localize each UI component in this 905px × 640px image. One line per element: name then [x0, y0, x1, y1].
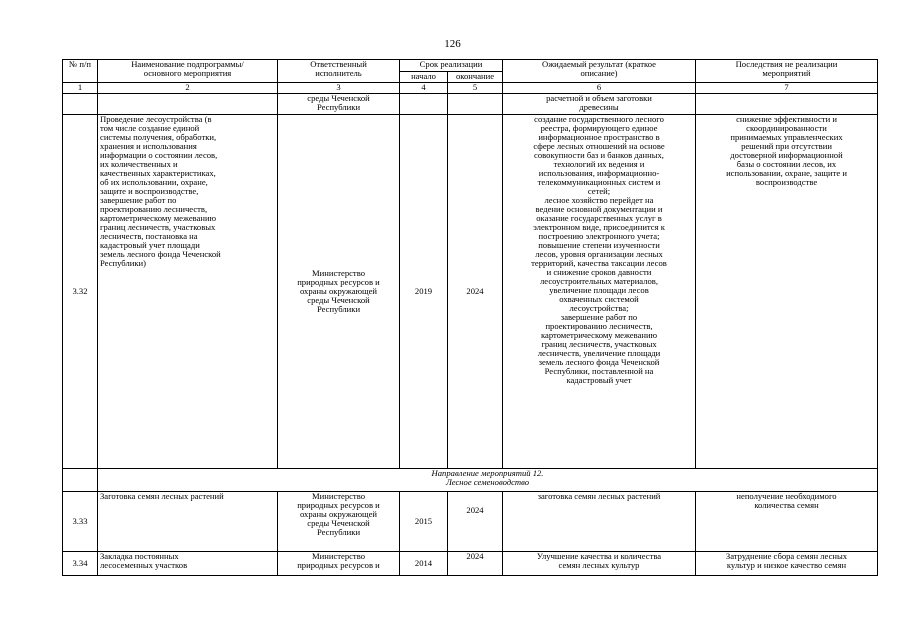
cell-executor: Министерство природных ресурсов и охраны окружающей среды Чеченской Республики [278, 492, 400, 552]
page-number: 126 [444, 38, 461, 50]
table-row-3-34 [63, 552, 878, 576]
header-executor: Ответственный исполнитель [278, 60, 400, 83]
col-number: 3 [278, 83, 400, 94]
cell-result: расчетной и объем заготовки древесины [503, 94, 696, 115]
cell-start: 2015 [400, 492, 448, 552]
cell-name: Закладка постоянных лесосеменных участков [98, 552, 278, 576]
cell-consequences [696, 94, 878, 115]
cell-num [63, 94, 98, 115]
cell-name [98, 94, 278, 115]
cell-result: Улучшение качества и количества семян лесных культур [503, 552, 696, 576]
col-number: 5 [448, 83, 503, 94]
header-period: Срок реализации [400, 60, 503, 72]
header-num: № п/п [63, 60, 98, 83]
cell-end: 2024 [448, 115, 503, 469]
cell-start: 2019 [400, 115, 448, 469]
col-number: 7 [696, 83, 878, 94]
cell-consequences: Затруднение сбора семян лесных культур и низкое качество семян [696, 552, 878, 576]
cell-executor: Министерство природных ресурсов и [278, 552, 400, 576]
cell-name: Проведение лесоустройства (в том числе создание единой системы получения, обработки, хранения и использования информации о состоянии лесов, их количественных и качественных характеристиках, об их использовании, охране, защите и воспроизводстве, завершение работ по проектированию лесничеств, картометрическому межеванию границ лесничеств, участковых лесничеств, постановка на кадастровый учет площади земель лесного фонда Чеченской Республики) [98, 115, 278, 469]
column-numbers-row [63, 83, 878, 94]
cell-start: 2014 [400, 552, 448, 576]
cell-num: 3.34 [63, 552, 98, 576]
col-number: 1 [63, 83, 98, 94]
header-end: окончание [448, 72, 503, 83]
section-title-cell [98, 469, 878, 492]
cell-end [448, 94, 503, 115]
cell-num: 3.32 [63, 115, 98, 469]
table-row-continuation [63, 94, 878, 115]
header-row-1 [63, 60, 878, 72]
cell-result: заготовка семян лесных растений [503, 492, 696, 552]
cell-num: 3.33 [63, 492, 98, 552]
cell-executor: среды Чеченской Республики [278, 94, 400, 115]
table-row-3-33 [63, 492, 878, 552]
program-table [62, 59, 878, 576]
col-number: 6 [503, 83, 696, 94]
section-row [63, 469, 878, 492]
table-row-3-32 [63, 115, 878, 469]
cell-result: создание государственного лесного реестра, формирующего единое информационное пространство в сфере лесных отношений на основе совокупности баз и банков данных, технологий их ведения и использования, информационно- телекоммуникационных систем и сетей; лесное хозяйство перейдет на ведение основной документации и оказание государственных услуг в электронном виде, присоединится к построению электронного учета; повышение степени изученности лесов, уровня организации лесных территорий, качества таксации лесов и снижение сроков давности лесоустроительных материалов, увеличение площади лесов охваченных системой лесоустройства; завершение работ по проектированию лесничеств, картометрическому межеванию границ лесничеств, участковых лесничеств, увеличение площади земель лесного фонда Чеченской Республики, поставленной на кадастровый учет [503, 115, 696, 469]
header-consequences: Последствия не реализации мероприятий [696, 60, 878, 83]
header-result: Ожидаемый результат (краткое описание) [503, 60, 696, 83]
header-start: начало [400, 72, 448, 83]
cell-consequences: неполучение необходимого количества семян [696, 492, 878, 552]
section-title: Направление мероприятий 12. [431, 468, 544, 478]
header-name: Наименование подпрограммы/ основного мероприятия [98, 60, 278, 83]
section-subtitle: Лесное семеноводство [445, 477, 530, 488]
section-num-cell [63, 469, 98, 492]
cell-end: 2024 [448, 492, 503, 552]
cell-consequences: снижение эффективности и скоординированности принимаемых управленческих решений при отсутствии достоверной информационной базы о состоянии лесов, их использовании, охране, защите и воспроизводстве [696, 115, 878, 469]
cell-executor: Министерство природных ресурсов и охраны окружающей среды Чеченской Республики [278, 115, 400, 469]
col-number: 4 [400, 83, 448, 94]
cell-end: 2024 [448, 552, 503, 576]
col-number: 2 [98, 83, 278, 94]
cell-name: Заготовка семян лесных растений [98, 492, 278, 552]
cell-start [400, 94, 448, 115]
